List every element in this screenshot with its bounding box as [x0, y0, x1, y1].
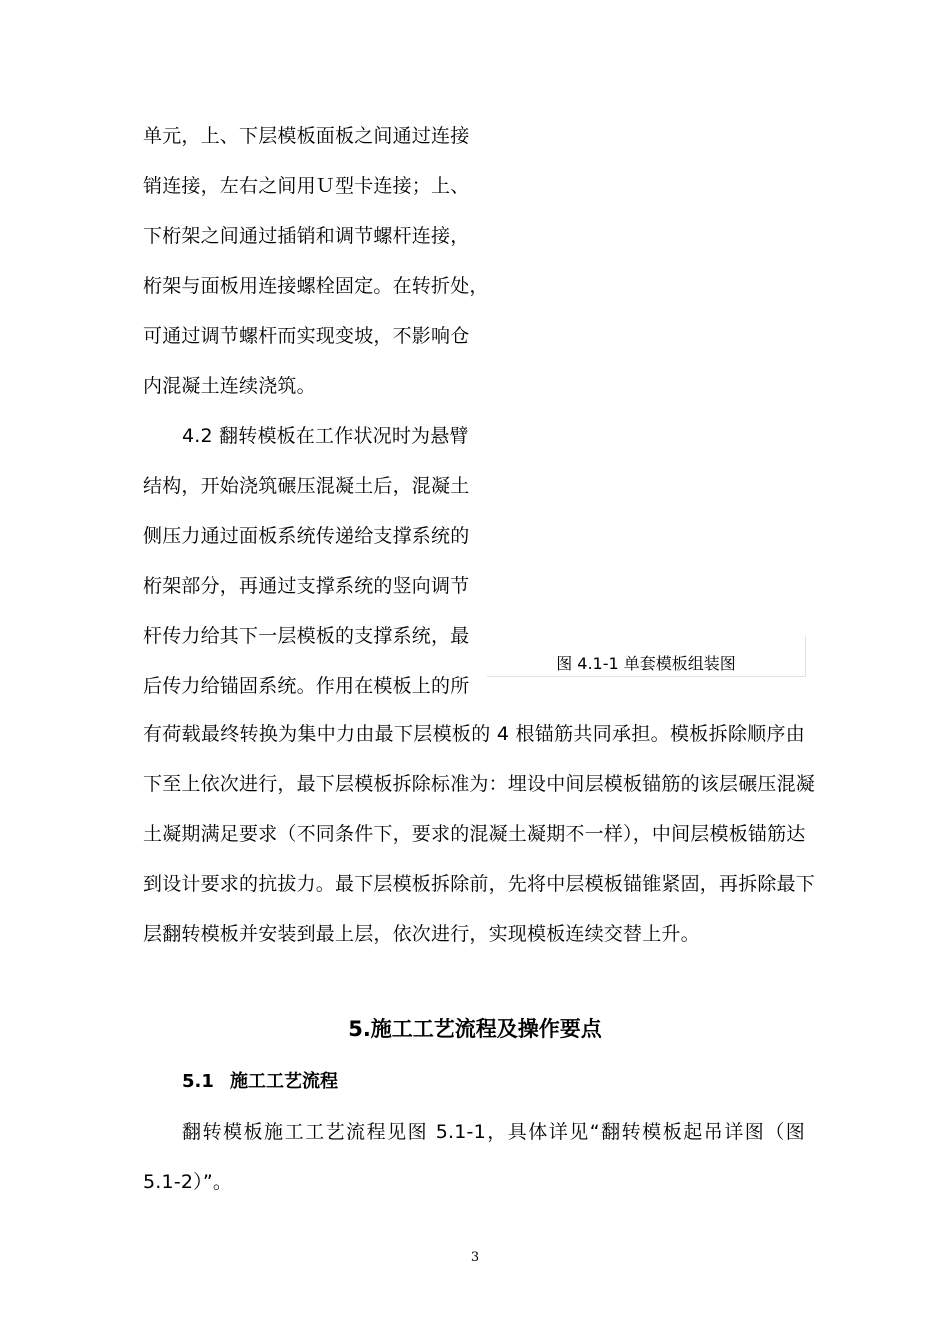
body-line: 单元，上、下层模板面板之间通过连接	[143, 125, 470, 147]
body-line: 下桁架之间通过插销和调节螺杆连接，	[143, 225, 470, 247]
body-line: 结构，开始浇筑碾压混凝土后，混凝土	[143, 475, 470, 497]
body-line: 有荷载最终转换为集中力由最下层模板的 4 根锚筋共同承担。模板拆除顺序由	[143, 723, 805, 745]
figure-caption-box	[487, 636, 806, 677]
subsection-number: 5.1	[182, 1071, 214, 1092]
paragraph-5-1-first-line: 翻转模板施工工艺流程见图 5.1-1，具体详见“翻转模板起吊详图（图	[182, 1121, 805, 1143]
body-line: 到设计要求的抗拔力。最下层模板拆除前，先将中层模板锚锥紧固，再拆除最下	[143, 873, 816, 895]
subsection-title-text: 施工工艺流程	[230, 1071, 338, 1092]
paragraph-4-2-first-line: 4.2 翻转模板在工作状况时为悬臂	[182, 425, 469, 447]
body-line: 内混凝土连续浇筑。	[143, 375, 316, 397]
body-line: 可通过调节螺杆而实现变坡，不影响仓	[143, 325, 470, 347]
body-line: 杆传力给其下一层模板的支撑系统，最	[143, 625, 470, 647]
subsection-title	[182, 1070, 338, 1094]
body-line: 销连接，左右之间用Ｕ型卡连接；上、	[143, 175, 470, 197]
page-number: 3	[470, 1250, 480, 1265]
body-line: 5.1-2）”。	[143, 1171, 233, 1193]
body-line: 后传力给锚固系统。作用在模板上的所	[143, 675, 470, 697]
body-line: 土凝期满足要求（不同条件下，要求的混凝土凝期不一样），中间层模板锚筋达	[143, 823, 806, 845]
body-line: 下至上依次进行，最下层模板拆除标准为：埋设中间层模板锚筋的该层碾压混凝	[143, 773, 816, 795]
body-line: 桁架与面板用连接螺栓固定。在转折处，	[143, 275, 489, 297]
body-line: 层翻转模板并安装到最上层，依次进行，实现模板连续交替上升。	[143, 923, 700, 945]
section-title: 5.施工工艺流程及操作要点	[348, 1017, 602, 1041]
body-line: 侧压力通过面板系统传递给支撑系统的	[143, 525, 470, 547]
body-line: 桁架部分，再通过支撑系统的竖向调节	[143, 575, 470, 597]
figure-caption: 图 4.1-1 单套模板组装图	[556, 654, 736, 673]
